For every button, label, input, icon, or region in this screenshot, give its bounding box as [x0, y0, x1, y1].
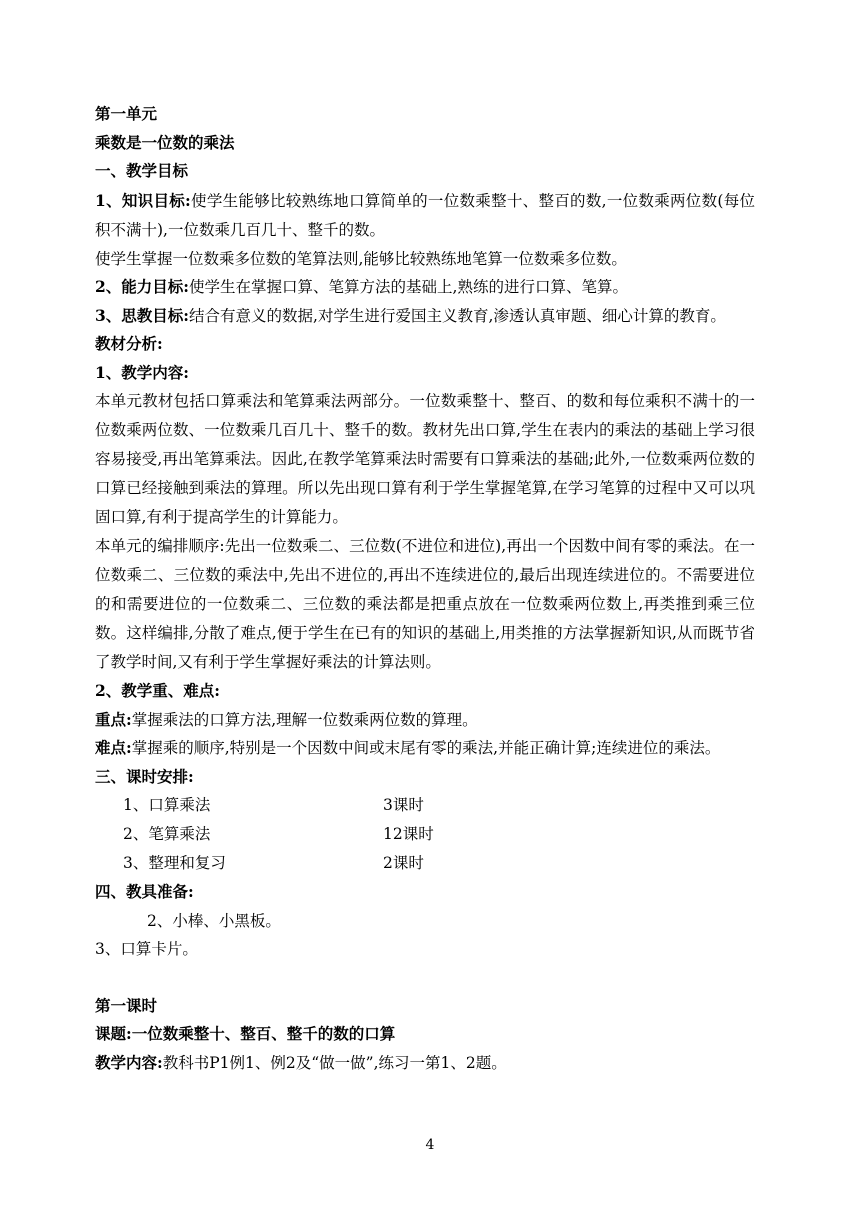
page-number: 4: [425, 1137, 435, 1153]
ability-objective: [95, 273, 755, 302]
document-body: [95, 100, 755, 1077]
section-spacer: [95, 964, 755, 992]
analysis-paragraph-1: 本单元教材包括口算乘法和笔算乘法两部分。一位数乘整十、整百、的数和每位乘积不满十的一位数乘两位数、一位数乘几百几十、整千的数。教材先出口算,学生在表内的乘法的基础上学习很容易接受,再出笔算乘法。因此,在教学笔算乘法时需要有口算乘法的基础;此外,一位数乘两位数的口算已经接触到乘法的算理。所以先出现口算有利于学生掌握笔算,在学习笔算的过程中又可以巩固口算,有利于提高学生的计算能力。: [95, 392, 755, 526]
key-points-heading: 2、教学重、难点:: [95, 681, 221, 700]
schedule-item-hours: 12课时: [383, 825, 434, 843]
unit-title: 第一单元: [95, 104, 158, 123]
ability-label: 2、能力目标:: [95, 277, 190, 296]
difficult-point-text: 掌握乘的顺序,特别是一个因数中间或末尾有零的乘法,并能正确计算;连续进位的乘法。: [131, 739, 721, 757]
lesson-content-label: 教学内容:: [95, 1052, 163, 1072]
lesson-topic: [95, 1020, 755, 1049]
schedule-row: [95, 791, 755, 820]
difficult-point-label: 难点:: [95, 738, 132, 757]
knowledge-text-2: 使学生掌握一位数乘多位数的笔算法则,能够比较熟练地笔算一位数乘多位数。: [95, 249, 627, 268]
moral-label: 3、思教目标:: [95, 305, 190, 325]
key-point-label: 重点:: [95, 709, 132, 729]
difficult-point: [95, 734, 755, 763]
schedule-item-name: 1、口算乘法: [123, 796, 211, 814]
schedule-item-hours: 3课时: [383, 796, 424, 814]
lesson-title: 第一课时: [95, 995, 158, 1015]
analysis-paragraph-2: 本单元的编排顺序:先出一位数乘二、三位数(不进位和进位),再出一个因数中间有零的乘法。在一位数乘二、三位数的乘法中,先出不进位的,再出不连续进位的,最后出现连续进位的。不需要进位的和需要进位的一位数乘二、三位数的乘法都是把重点放在一位数乘两位数上,再类推到乘三位数。这样编排,分散了难点,便于学生在已有的知识的基础上,用类推的方法掌握新知识,从而既节省了教学时间,又有利于学生掌握好乘法的计算法则。: [95, 537, 755, 671]
knowledge-label: 1、知识目标:: [95, 190, 191, 210]
schedule-item-hours: 2课时: [383, 854, 424, 872]
tools-item-1: 2、小棒、小黑板。: [147, 911, 281, 930]
objectives-heading: 一、教学目标: [95, 161, 189, 180]
lesson-content-text: 教科书P1例1、例2及“做一做”,练习一第1、2题。: [162, 1053, 507, 1072]
schedule-item-name: 2、笔算乘法: [123, 825, 211, 843]
lesson-topic-text: 一位数乘整十、整百、整千的数的口算: [131, 1024, 396, 1043]
key-point-text: 掌握乘法的口算方法,理解一位数乘两位数的算理。: [131, 710, 478, 729]
schedule-row: [95, 849, 755, 878]
schedule-list: [95, 791, 755, 878]
ability-text: 使学生在掌握口算、笔算方法的基础上,熟练的进行口算、笔算。: [189, 278, 628, 296]
moral-text: 结合有意义的数据,对学生进行爱国主义教育,渗透认真审题、细心计算的教育。: [189, 306, 726, 325]
schedule-item-name: 3、整理和复习: [123, 854, 226, 872]
tools-heading: 四、教具准备:: [95, 882, 194, 901]
moral-objective: [95, 302, 755, 331]
schedule-heading: 三、课时安排:: [95, 766, 194, 786]
analysis-heading: 教材分析:: [95, 334, 163, 353]
knowledge-objective: [95, 186, 755, 245]
unit-subtitle: 乘数是一位数的乘法: [95, 132, 235, 152]
schedule-row: [95, 820, 755, 849]
lesson-topic-label: 课题:: [95, 1024, 132, 1043]
knowledge-text: 使学生能够比较熟练地口算简单的一位数乘整十、整百的数,一位数乘两位数(每位积不满十),一位数乘几百几十、整千的数。: [95, 191, 755, 239]
tools-item-2: 3、口算卡片。: [95, 940, 198, 958]
lesson-content: [95, 1049, 755, 1078]
key-point: [95, 706, 755, 735]
content-heading: 1、教学内容:: [95, 362, 190, 382]
